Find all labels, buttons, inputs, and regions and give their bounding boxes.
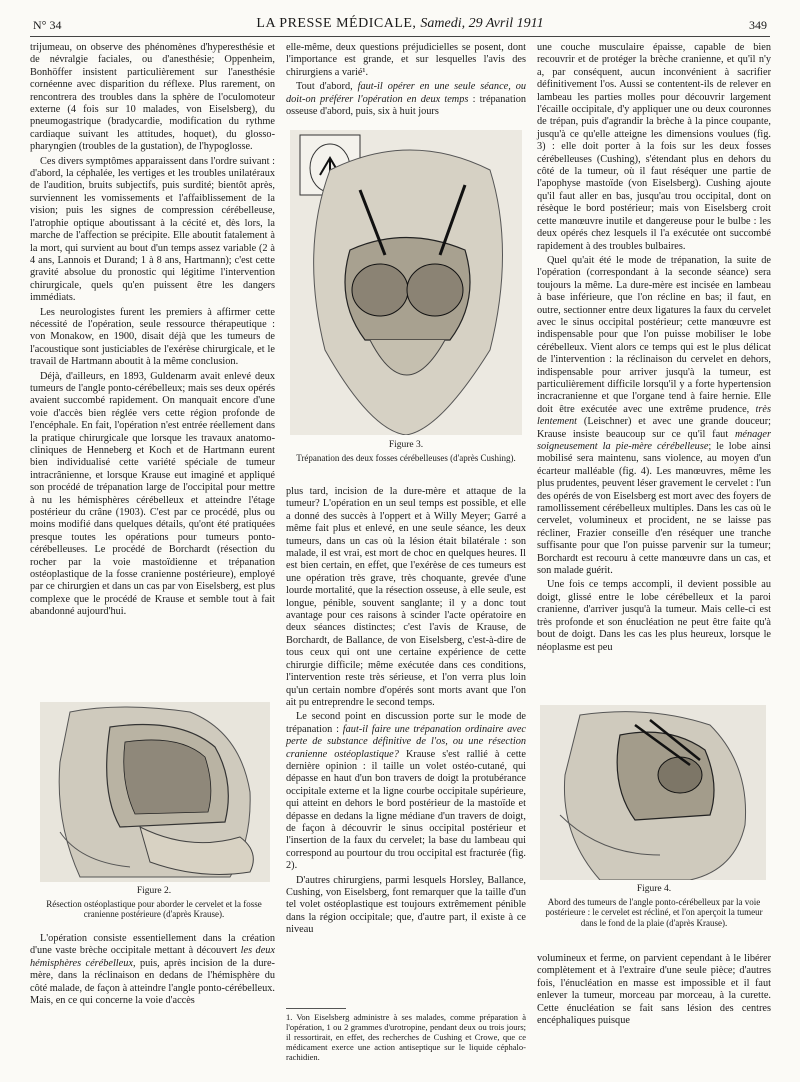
paragraph: Déjà, d'ailleurs, en 1893, Guldenarm avait enlevé deux tumeurs de l'angle ponto-cérébelleux; mais ses deux opérés avaient succombé rapidement. On manquait encore d'une voie d'accès bien réglée vers cette région profonde de l'encéphale. En fait, l'opération n'est entrée réellement dans la pratique chirurgicale que lorsque les travaux anatomo-cliniques de Henneberg et Koch et de Hartmann eurent bien individualisé cette variété spéciale de tumeur intracrânienne, et lorsque Krause eut imaginé et appliqué son procédé de trépanation large de l'occipital pour mettre à nu les hémisphères cérébelleux et atteindre l'étage postérieur du crâne (1903). C'est par ce procédé, plus ou moins modifié dans quelques détails, qu'ont été pratiquées presque toutes les opérations pour tumeurs ponto-cérébelleuses. Le procédé de Borchardt (résection du rocher par la voie mastoïdienne et trépanation ostéoplastique de la fosse cranienne postérieure), employé par ce chirurgien et dans un cas par von Eiselsberg, est plus complexe que le procédé de Krause et semble tout à fait abandonné aujourd'hui. — [30, 370, 275, 618]
footnote-rule — [286, 1008, 346, 1009]
figure-label: Figure 3. — [388, 440, 424, 450]
journal-name: LA PRESSE MÉDICALE, — [256, 16, 417, 31]
text: Krause s'est rallié à cette dernière opinion : il taille un volet ostéo-cutané, qui dépasse en haut d'un bon travers de doigt la protubérance occipitale externe et la ligne courbe occipitale supérieure, qui atteint en dehors le bord postérieur de la mastoïde et dépasse en dedans la ligne médiane d'un travers de doigt, de façon à découvrir le sinus occipital postérieur et l'insertion de la faux du cervelet; la base du lambeau qui correspond au pourtour du trou occipital est fracturée (fig. 2). — [286, 748, 526, 872]
issue-number: N° 34 — [33, 18, 62, 32]
figure-2-illustration — [40, 702, 270, 882]
footnote — [286, 1008, 526, 1062]
text: L'opération consiste essentiellement dans la création d'une vaste brèche occipitale mettant à découvert — [30, 933, 275, 957]
issue-date: Samedi, 29 Avril 1911 — [420, 16, 544, 31]
paragraph: volumineux et ferme, on parvient cependant à le libérer complètement et à l'extraire d'une seule pièce; d'autres fois, l'énucléation en masse est impossible et il faut enlever la tumeur, morceau par morceau, à la curette. Cette énucléation se fait sans lésion des centres encéphaliques puisque — [537, 953, 771, 1027]
paragraph: Une fois ce temps accompli, il devient possible au doigt, glissé entre le lobe cérébelleux et la paroi cranienne, d'arriver jusqu'à la tumeur. Mais celle-ci est très profonde et son énucléation ne peut être faite qu'à bout de doigt. Dans les cas les plus heureux, lorsque le néoplasme est peu — [537, 579, 771, 653]
header-rule — [30, 36, 770, 37]
emphasis: très lentement — [537, 403, 771, 428]
figure-caption-text: Abord des tumeurs de l'angle ponto-cérébelleux par la voie postérieure : le cervelet est récliné, et l'on aperçoit la tumeur dans le fond de la plaie (d'après Krause). — [545, 896, 763, 928]
paragraph: elle-même, deux questions préjudicielles se posent, dont l'importance est grande, et sur lesquelles l'avis des chirurgiens a varié¹. — [286, 42, 526, 78]
figure-3-caption — [290, 440, 522, 463]
paragraph — [286, 711, 526, 872]
paragraph: D'autres chirurgiens, parmi lesquels Horsley, Ballance, Cushing, von Eiselsberg, font remarquer que la taille d'un tel volet ostéoplastique est toujours extrêmement pénible dans la région occipitale; que, d'autre part, il existe à ce niveau — [286, 874, 526, 936]
emphasis: faut-il faire une trépanation ordinaire avec perte de substance définitive de l'os, ou une résection cranienne ostéoplastique? — [286, 723, 526, 760]
figure-3-illustration — [290, 130, 522, 435]
text: (Leischner) et avec une grande douceur; Krause insiste beaucoup sur ce qu'il faut — [537, 416, 771, 440]
paragraph: trijumeau, on observe des phénomènes d'hyperesthésie et de névralgie faciales, ou d'anesthésie; Oppenheim, Bonhöffer insistent particulièrement sur l'anesthésie cornéenne avec disparition du réflexe. Plus rarement, on rencontrera des troubles dans la sphère de l'oculomoteur externe (4 fois sur 10 malades, von Eiselsberg), du pneumogastrique (bradycardie, modification du rythme cardiaque suivant les attitudes, hoquet), du glosso-pharyngien (troubles de la gustation), de l'hypoglosse. — [30, 42, 275, 153]
emphasis: les deux hémisphères cérébelleux, — [30, 945, 275, 969]
column-3-bottom — [537, 953, 771, 1029]
column-2-bottom — [286, 486, 526, 939]
figure-4-caption — [540, 884, 768, 928]
journal-title — [0, 16, 800, 32]
paragraph: une couche musculaire épaisse, capable de bien recouvrir et de protéger la brèche cranienne, et qu'il n'y a, par conséquent, aucun inconvénient à sacrifier définitivement l'os. Aussi se contentent-ils de relever en lambeau les parties molles pour découvrir largement l'écaille occipitale, d'y appliquer une ou deux couronnes de trépan, puis d'agrandir la brèche à la pince coupante, jusqu'à ce qu'elle atteigne les dimensions voulues (fig. 3) : elle doit porter à la fois sur les deux fosses cérébelleuses (Cushing), s'étendant plus en dehors du côté de la tumeur, où il faut réséquer une partie de l'apophyse mastoïde (von Eiselsberg). Cushing ajoute qu'il faut aller en bas, jusqu'au trou occipital, dont on résèque le bord postérieur; mais von Eiselsberg croit cette manœuvre inutile et dangereuse pour le bulbe : les deux opérés chez lesquels il l'a exécutée ont succombé rapidement à des troubles bulbaires. — [537, 42, 771, 252]
paragraph — [286, 81, 526, 118]
text: : trépanation osseuse d'abord, puis, six à huit jours — [286, 93, 526, 118]
page-number: 349 — [749, 18, 767, 32]
page-header — [0, 14, 800, 36]
paragraph: Ces divers symptômes apparaissent dans l'ordre suivant : d'abord, la céphalée, les vertiges et les troubles unilatéraux de l'audition, bruits subjectifs, puis surdité; bientôt après, surviennent les vomissements et l'affaiblissement de la vision; puis les signes de compression cérébelleuse, l'atrophie optique aboutissant à la cécité et, dès lors, la marche de l'affection se précipite. Elle aboutit fatalement à la mort, qui survient au bout d'un temps assez variable (2 à 4 ans, Lannois et Durand; 1 à 8 ans, Hartmann); c'est cette gravité absolue du pronostic qui légitime l'intervention chirurgicale, quels qu'en puissent être les dangers immédiats. — [30, 155, 275, 304]
column-3-top — [537, 42, 771, 656]
figure-label: Figure 4. — [636, 884, 672, 894]
column-1-bottom — [30, 933, 275, 1009]
figure-caption-text: Trépanation des deux fosses cérébelleuses (d'après Cushing). — [296, 452, 516, 463]
text: ; le lobe ainsi mobilisé sera maintenu, sans violence, au moyen d'un écarteur malléable (fig. 4). Les manœuvres, même les plus prudentes, peuvent léser gravement le cervelet : l'un des opérés de von Eiselsberg est mort avec des foyers de ramollissement cérébelleux multiples. Dans les cas où le cervelet, volumineux et procident, ne se laisse pas récliner, Frazier conseille d'en réséquer une tranche suffisante pour que l'on puisse parvenir sur la tumeur; Borchardt est recouru à cette manœuvre dans un cas, et son malade guérit. — [537, 441, 771, 577]
figure-2-caption — [34, 886, 274, 920]
paragraph — [537, 255, 771, 578]
footnote-text: 1. Von Eiselsberg administre à ses malades, comme préparation à l'opération, 1 ou 2 grammes d'urotropine, pendant deux ou trois jours; il ressortirait, en effet, des recherches de Cushing et Crowe, que ce médicament exerce une action antiseptique sur le liquide céphalo-rachidien. — [286, 1012, 526, 1062]
figure-caption-text: Résection ostéoplastique pour aborder le cervelet et la fosse cranienne postérieure (d'après Krause). — [46, 898, 262, 919]
text: Quel qu'ait été le mode de trépanation, la suite de l'opération (correspondant à la seconde séance) sera toujours la même. La dure-mère est incisée en lambeau à base inférieure, que l'on récline en bas; il faut, en outre, sectionner entre deux ligatures la faux du cervelet avec le sinus occipital postérieur; cette manœuvre est indispensable pour que l'on puisse mobiliser le lobe cérébelleux. Vient alors ce temps qui est le plus délicat de l'intervention : la réclinaison du cervelet en dehors, indispensable pour arriver jusqu'à la tumeur, est particulièrement difficile lorsqu'il y a forte hypertension incracranienne et que l'organe tend à faire hernie. Elle doit être exécutée avec une extrême prudence, — [537, 254, 771, 415]
figure-label: Figure 2. — [136, 886, 172, 896]
paragraph: plus tard, incision de la dure-mère et attaque de la tumeur? L'opération en un seul temps est possible, et elle a donné des succès à l'oppert et à Willy Meyer; Garré a même fait plus et enlevé, en une seule séance, les deux tumeurs, dans un cas où la lésion était bilatérale : son malade, il est vrai, est mort de choc en quelques heures. Il est bien certain, en effet, que l'exérèse de ces tumeurs est une opération très grave, très choquante, grevée d'une lourde mortalité, que la résection osseuse, à elle seule, est longue, pénible, souvent sanglante; il y a donc tout avantage pour ces raisons à scinder l'acte opératoire en deux séances distinctes; c'est l'avis de Krause, de Borchardt, de Ballance, de von Eiselsberg, c'est-à-dire de tous ceux qui ont une certaine expérience de cette chirurgie difficile; même exécutée dans ces conditions, l'intervention reste très sérieuse, et l'on verra plus loin qu'un certain nombre d'opérés sont morts avant que l'on ait pu entreprendre le second temps. — [286, 486, 526, 708]
text: puis, après incision de la dure-mère, dans la réclinaison en dedans de l'hémisphère du côté malade, de façon à atteindre l'angle ponto-cérébelleux. Mais, en ce qui concerne la voie d'accès — [30, 957, 275, 1007]
figure-4-illustration — [540, 705, 766, 880]
column-2-top — [286, 42, 526, 120]
text: Le second point en discussion porte sur le mode de trépanation : — [286, 711, 526, 735]
emphasis: faut-il opérer en une seule séance, ou doit-on préférer l'opération en deux temps — [286, 81, 527, 105]
text: Tout d'abord, — [296, 81, 353, 93]
emphasis: ménager soigneusement la pie-mère cérébelleuse — [537, 428, 771, 452]
paragraph: Les neurologistes furent les premiers à affirmer cette nécessité de l'opération, seule ressource thérapeutique : von Monakow, en 1900, disait déjà que les tumeurs de l'acoustique sont justiciables de l'exérèse chirurgicale, et le travail de Hartmann aboutit à la même conclusion. — [30, 306, 275, 368]
column-1-top — [30, 42, 275, 621]
paragraph — [30, 933, 275, 1007]
